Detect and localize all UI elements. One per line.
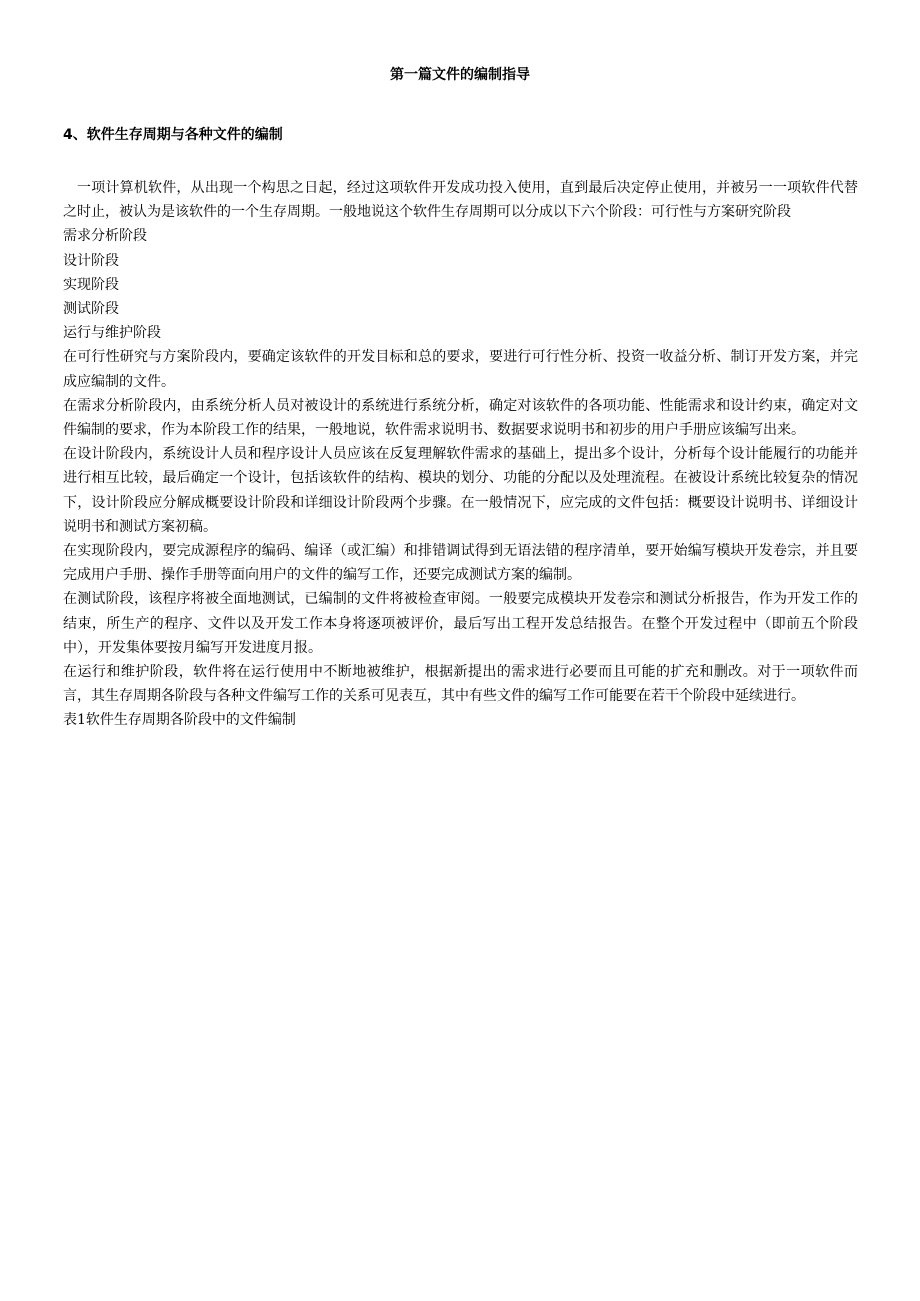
phase-item-requirements: 需求分析阶段 bbox=[63, 228, 147, 245]
paragraph-requirements: 在需求分析阶段内，由系统分析人员对被设计的系统进行系统分析，确定对该软件的各项功能、性能需求和设计约束，确定对文件编制的要求，作为本阶段工作的结果，一般地说，软件需求说明书、数据要求说明书和初步的用户手册应该编写出来。 bbox=[63, 397, 858, 439]
page-title: 第一篇文件的编制指导 bbox=[390, 67, 530, 83]
paragraph-feasibility: 在可行性研究与方案阶段内，要确定该软件的开发目标和总的要求，要进行可行性分析、投资一收益分析、制订开发方案，并完成应编制的文件。 bbox=[63, 349, 858, 390]
phase-item-implementation: 实现阶段 bbox=[63, 276, 119, 293]
phase-item-design: 设计阶段 bbox=[63, 252, 119, 269]
paragraph-testing: 在测试阶段，该程序将被全面地测试，已编制的文件将被检查审阅。一般要完成模块开发卷宗和测试分析报告，作为开发工作的结束，所生产的程序、文件以及开发工作本身将逐项被评价，最后写出工程开发总结报告。在整个开发过程中（即前五个阶段中），开发集体要按月编写开发进度月报。 bbox=[63, 591, 858, 656]
phase-item-operation: 运行与维护阶段 bbox=[63, 325, 161, 342]
phase-item-testing: 测试阶段 bbox=[63, 301, 119, 318]
section-heading: 4、软件生存周期与各种文件的编制 bbox=[63, 127, 283, 143]
body-text bbox=[63, 176, 858, 733]
table-caption: 表1软件生存周期各阶段中的文件编制 bbox=[63, 712, 296, 729]
paragraph-design: 在设计阶段内，系统设计人员和程序设计人员应该在反复理解软件需求的基础上，提出多个设计，分析每个设计能履行的功能并进行相互比较，最后确定一个设计，包括该软件的结构、模块的划分、功能的分配以及处理流程。在被设计系统比较复杂的情况下，设计阶段应分解成概要设计阶段和详细设计阶段两个步骤。在一般情况下，应完成的文件包括：概要设计说明书、详细设计说明书和测试方案初稿。 bbox=[63, 446, 858, 535]
paragraph-intro: 一项计算机软件，从出现一个构思之日起，经过这项软件开发成功投入使用，直到最后决定停止使用，并被另一一项软件代替之时止，被认为是该软件的一个生存周期。一般地说这个软件生存周期可以分成以下六个阶段：可行性与方案研究阶段 bbox=[63, 180, 858, 221]
paragraph-implementation: 在实现阶段内，要完成源程序的编码、编译（或汇编）和排错调试得到无语法错的程序清单，要开始编写模块开发卷宗，并且要完成用户手册、操作手册等面向用户的文件的编写工作，还要完成测试方案的编制。 bbox=[63, 543, 858, 584]
paragraph-operation: 在运行和维护阶段，软件将在运行使用中不断地被维护，根据新提出的需求进行必要而且可能的扩充和删改。对于一项软件而言，其生存周期各阶段与各种文件编写工作的关系可见表互，其中有些文件的编写工作可能要在若干个阶段中延续进行。 bbox=[63, 664, 858, 705]
